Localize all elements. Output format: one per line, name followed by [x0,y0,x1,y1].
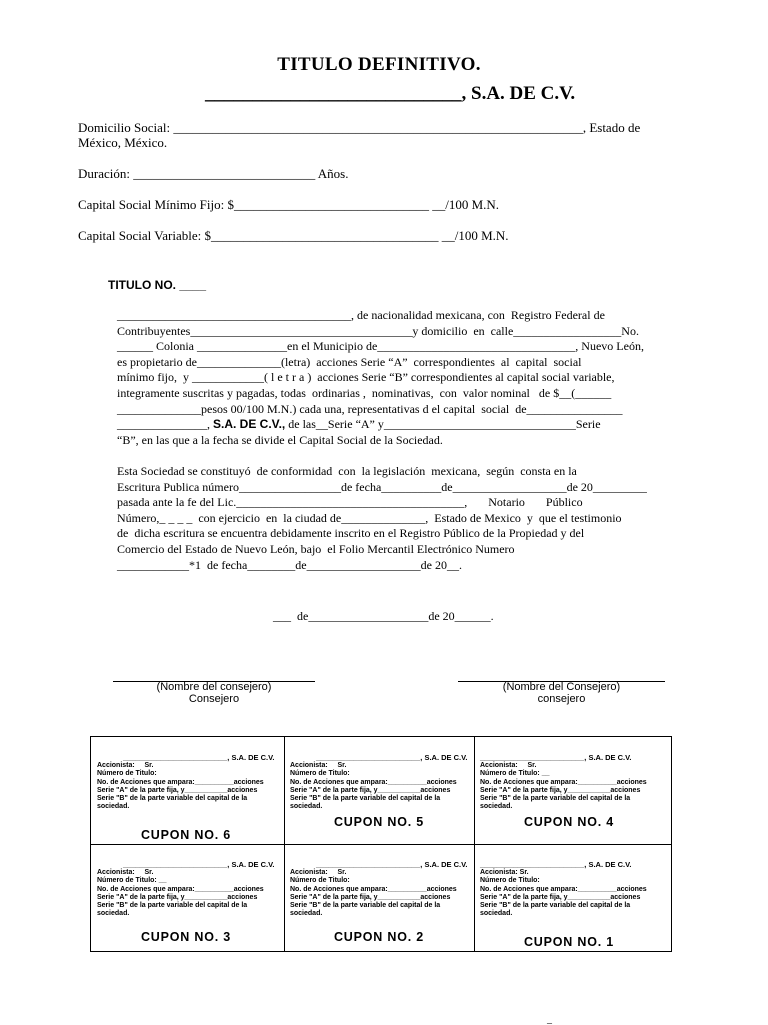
company-type-bold: S.A. DE C.V., [213,417,286,432]
coupon-4 [474,737,664,844]
coupon-line: No. de Acciones que ampara:__________acciones [97,885,264,893]
coupon-line: Número de Titulo: [290,770,350,778]
coupon-line: No. de Acciones que ampara:__________acciones [480,778,647,786]
paragraph-line: ____________*1 de fecha________de___________________de 20__. [117,557,462,572]
line-suffix: de las__Serie “A” y________________________________Serie [285,417,601,432]
coupon-company: _________________________, S.A. DE C.V. [316,753,468,762]
coupon-details [480,869,660,919]
coupon-company: _________________________, S.A. DE C.V. [123,860,275,869]
paragraph-line: Número,_ _ _ _ con ejercicio en la ciudad de______________, Estado de Mexico y que el testimonio [117,510,622,525]
signer-role: Consejero [188,693,240,705]
paragraph-line: _______________________________________, de nacionalidad mexicana, con Registro Federal de [117,308,605,322]
coupon-line: Accionista: Sr. [290,762,347,769]
coupon-line: sociedad. [290,803,323,811]
coupon-line: sociedad. [97,803,130,811]
coupon-line: sociedad. [97,910,130,918]
coupon-line: sociedad. [480,910,513,918]
duracion-line: Duración: ____________________________ Años. [78,166,349,181]
coupon-line: No. de Acciones que ampara:__________acciones [290,885,457,893]
coupon-line: Número de Titulo: __ [97,877,167,885]
coupon-label: CUPON NO. 6 [140,828,232,842]
paragraph-line: Contribuyentes_____________________________________y domicilio en calle__________________No. [117,323,639,338]
paragraph-line: Comercio del Estado de Nuevo León, bajo el Folio Mercantil Electrónico Numero [117,541,515,556]
document-title: TITULO DEFINITIVO. [277,54,481,75]
paragraph-line: de dicha escritura se encuentra debidamente inscrito en el Registro Público de la Propiedad y del [117,526,585,541]
coupon-company: _________________________, S.A. DE C.V. [480,860,632,869]
coupon-line: Serie "B" de la parte variable del capital de la [97,795,248,803]
coupon-details [97,762,277,812]
coupon-5 [284,737,474,844]
paragraph-line: Escritura Publica número_________________de fecha__________de___________________de 20_________ [117,479,647,494]
coupon-line: Serie "A" de la parte fija, y___________acciones [480,786,641,794]
coupon-line: Serie "B" de la parte variable del capital de la [480,795,631,803]
coupons-grid [90,736,672,952]
coupon-line: No. de Acciones que ampara:__________acciones [290,778,457,786]
coupon-details [290,762,470,812]
capital-fijo-line: Capital Social Mínimo Fijo: $______________________________ __/100 M.N. [78,197,500,212]
signature-block-right [458,681,665,705]
coupon-line: Serie "A" de la parte fija, y___________acciones [290,893,451,901]
coupon-label: CUPON NO. 1 [523,935,615,949]
paragraph-line: Esta Sociedad se constituyó de conformidad con la legislación mexicana, según consta en la [117,464,577,478]
coupon-line: Serie "A" de la parte fija, y___________acciones [480,893,641,901]
coupon-label: CUPON NO. 3 [140,930,232,944]
coupon-line: Accionista: Sr. [97,869,154,876]
shareholder-paragraph [117,308,672,448]
coupon-line: Número de Titulo: [97,770,157,778]
signature-block-left [113,681,315,705]
coupon-label: CUPON NO. 4 [523,815,615,829]
paragraph-line: ______ Colonia _______________en el Municipio de_________________________________, Nuevo León, [117,339,644,354]
paragraph-line: pasada ante la fe del Lic.______________________________________, Notario Público [117,495,583,510]
coupon-line: Serie "A" de la parte fija, y___________acciones [97,893,258,901]
coupon-details [480,762,660,812]
coupon-line: Serie "B" de la parte variable del capital de la [290,795,441,803]
coupon-line: No. de Acciones que ampara:__________acciones [97,778,264,786]
paragraph-line [117,417,672,433]
coupon-details [97,869,277,919]
coupon-company: _________________________, S.A. DE C.V. [123,753,275,762]
coupon-label: CUPON NO. 2 [333,930,425,944]
signer-name: (Nombre del Consejero) [502,681,621,693]
titulo-number: TITULO NO. ____ [108,278,207,292]
paragraph-line: “B”, en las que a la fecha se divide el Capital Social de la Sociedad. [117,432,443,447]
coupon-2 [284,844,474,951]
coupon-line: Número de Titulo: [480,877,540,885]
paragraph-line: integramente suscritas y pagadas, todas ordinarias , nominativas, con valor nominal de $__(______ [117,385,612,400]
coupon-line: sociedad. [290,910,323,918]
coupon-line: No. de Acciones que ampara:__________acciones [480,885,647,893]
footer-mark: _ [547,1014,552,1025]
coupon-details [290,869,470,919]
paragraph-line: ______________pesos 00/100 M.N.) cada una, representativas d el capital social de________________ [117,401,623,416]
company-name-line: ___________________________, S.A. DE C.V. [205,83,576,104]
coupon-6 [91,737,281,844]
paragraph-line: mínimo fijo, y ____________( l e t r a ) acciones Serie “B” correspondientes al capital social variable, [117,370,615,385]
coupon-company: _________________________, S.A. DE C.V. [480,753,632,762]
coupon-label: CUPON NO. 5 [333,815,425,829]
coupon-line: Serie "A" de la parte fija, y___________acciones [97,786,258,794]
coupon-line: sociedad. [480,803,513,811]
coupon-line: Accionista: Sr. [290,869,347,876]
coupon-company: _________________________, S.A. DE C.V. [316,860,468,869]
coupon-line: Serie "B" de la parte variable del capital de la [480,902,631,910]
coupon-3 [91,844,281,951]
coupon-line: Número de Titulo: [290,877,350,885]
coupon-line: Serie "B" de la parte variable del capital de la [97,902,248,910]
coupon-line: Serie "A" de la parte fija, y___________acciones [290,786,451,794]
domicilio-line-2: México, México. [78,135,168,150]
coupon-line: Accionista: Sr. [480,869,529,876]
constitution-paragraph [117,464,672,573]
domicilio-line-1: Domicilio Social: _______________________________________________________________, Estado de [78,120,641,135]
coupon-line: Número de Titulo: __ [480,770,550,778]
capital-variable-line: Capital Social Variable: $___________________________________ __/100 M.N. [78,228,509,243]
signer-role: consejero [537,693,586,705]
coupon-line: Accionista: Sr. [97,762,154,769]
paragraph-line: es propietario de______________(letra) acciones Serie “A” correspondientes al capital social [117,354,582,369]
coupon-line: Accionista: Sr. [480,762,537,769]
date-line: ___ de____________________de 20______. [273,609,494,623]
signer-name: (Nombre del consejero) [156,681,272,693]
line-prefix: _______________, [117,417,213,432]
coupon-1 [474,844,664,951]
coupon-line: Serie "B" de la parte variable del capital de la [290,902,441,910]
